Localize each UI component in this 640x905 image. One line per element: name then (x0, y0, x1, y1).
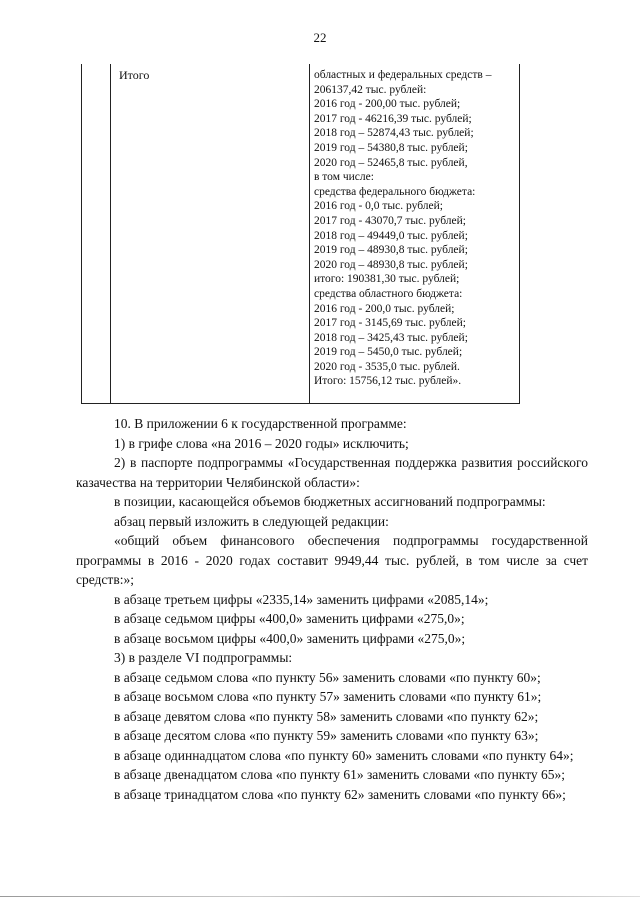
table-line: 2019 год – 48930,8 тыс. рублей; (314, 244, 468, 257)
paragraph: 1) в грифе слова «на 2016 – 2020 годы» исключить; (114, 435, 409, 451)
paragraph: в абзаце десятом слова «по пункту 59» заменить словами «по пункту 63»; (114, 728, 539, 743)
funding-table (81, 64, 520, 404)
paragraph: 3) в разделе VI подпрограммы: (114, 650, 293, 665)
paragraph: в абзаце девятом слова «по пункту 58» заменить словами «по пункту 62»; (114, 708, 539, 724)
table-line: Итого: 15756,12 тыс. рублей». (314, 375, 462, 388)
table-line: 2020 год - 3535,0 тыс. рублей. (314, 360, 460, 373)
paragraph: 2) в паспорте подпрограммы «Государственная поддержка развития российского казачества на территории Челябинской области»: (76, 455, 588, 490)
table-line: 2017 год - 43070,7 тыс. рублей; (314, 214, 466, 227)
paragraph: 10. В приложении 6 к государственной программе: (114, 416, 407, 431)
page-number: 22 (313, 30, 327, 45)
paragraph: в абзаце двенадцатом слова «по пункту 61» заменить словами «по пункту 65»; (114, 767, 566, 782)
table-cell-label (110, 64, 310, 403)
table-line: средства областного бюджета: (314, 287, 463, 300)
table-line: 2019 год – 5450,0 тыс. рублей; (314, 346, 463, 359)
table-line: 2016 год - 200,0 тыс. рублей; (314, 302, 455, 315)
paragraph: в абзаце восьмом слова «по пункту 57» заменить словами «по пункту 61»; (114, 689, 542, 704)
paragraph: «общий объем финансового обеспечения подпрограммы государственной программы в 2016 - 2020 годах составит 9949,44 тыс. рублей, в том числе за счет средств:»; (76, 533, 588, 587)
table-line: 2020 год – 52465,8 тыс. рублей, (314, 156, 468, 169)
table-line: 2016 год - 0,0 тыс. рублей; (314, 200, 443, 213)
table-cell-index (82, 64, 111, 403)
paragraph: в абзаце седьмом цифры «400,0» заменить цифрами «275,0»; (114, 611, 465, 626)
table-row-label: Итого (119, 68, 150, 82)
scan-edge-line (0, 896, 640, 897)
table-line: 2018 год – 52874,43 тыс. рублей; (314, 127, 474, 140)
body-text (76, 414, 588, 804)
table-line: 2018 год – 3425,43 тыс. рублей; (314, 331, 468, 344)
paragraph: абзац первый изложить в следующей редакции: (114, 513, 389, 529)
table-line: 2019 год – 54380,8 тыс. рублей; (314, 141, 468, 154)
table-line: 206137,42 тыс. рублей: (314, 83, 427, 96)
paragraph: в абзаце одиннадцатом слова «по пункту 60» заменить словами «по пункту 64»; (114, 747, 574, 763)
paragraph: в абзаце восьмом цифры «400,0» заменить цифрами «275,0»; (114, 630, 466, 646)
table-line: 2016 год - 200,00 тыс. рублей; (314, 98, 461, 111)
paragraph: в позиции, касающейся объемов бюджетных ассигнований подпрограммы: (114, 494, 546, 509)
table-line: в том числе: (314, 171, 374, 184)
paragraph: в абзаце седьмом слова «по пункту 56» заменить словами «по пункту 60»; (114, 669, 541, 685)
table-line: 2020 год – 48930,8 тыс. рублей; (314, 258, 468, 271)
paragraph: в абзаце тринадцатом слова «по пункту 62» заменить словами «по пункту 66»; (114, 786, 566, 802)
table-cell-values (314, 68, 514, 389)
table-line: 2017 год - 46216,39 тыс. рублей; (314, 112, 472, 125)
table-line: областных и федеральных средств – (314, 69, 492, 81)
table-line: итого: 190381,30 тыс. рублей; (314, 273, 460, 286)
table-line: средства федерального бюджета: (314, 185, 476, 198)
paragraph: в абзаце третьем цифры «2335,14» заменить цифрами «2085,14»; (114, 591, 489, 607)
table-line: 2018 год – 49449,0 тыс. рублей; (314, 229, 468, 242)
table-line: 2017 год - 3145,69 тыс. рублей; (314, 317, 466, 330)
